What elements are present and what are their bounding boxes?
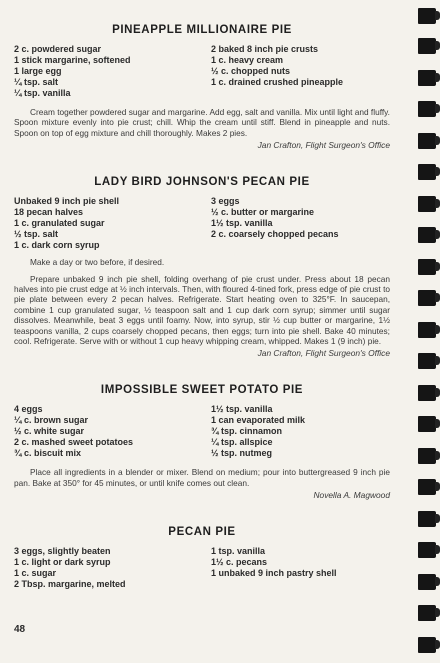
ingredient-item: 1 unbaked 9 inch pastry shell bbox=[211, 568, 337, 579]
ingredient-column-right bbox=[197, 196, 390, 251]
recipe-lady-bird-johnsons-pecan-pie bbox=[14, 176, 390, 358]
binding-ring bbox=[418, 101, 436, 117]
binding-ring bbox=[418, 164, 436, 180]
ingredient-item: ¼ tsp. vanilla bbox=[14, 88, 71, 98]
ingredient-list bbox=[14, 44, 390, 99]
binding-ring bbox=[418, 196, 436, 212]
binding-ring bbox=[418, 574, 436, 590]
binding-ring bbox=[418, 448, 436, 464]
ingredient-item: 2 c. coarsely chopped pecans bbox=[211, 229, 339, 240]
ingredient-column-right bbox=[197, 404, 390, 459]
ingredient-item: ¾ c. biscuit mix bbox=[14, 448, 82, 459]
ingredient-item: 2 baked 8 inch pie crusts bbox=[211, 44, 319, 54]
ingredient-item: ½ c. butter or margarine bbox=[211, 207, 315, 218]
recipe-directions: Cream together powdered sugar and margarine. Add egg, salt and vanilla. Mix until light and fluffy. Spoon mixture evenly into pie crust; chill. Whip the cream until stiff. Blend in pineapple and nuts. Spoon on top of egg mixture and chill thoroughly. Makes 2 pies. bbox=[14, 107, 390, 138]
recipe-attribution: Jan Crafton, Flight Surgeon's Office bbox=[257, 348, 390, 359]
ingredient-list bbox=[14, 404, 390, 459]
recipe-attribution: Novella A. Magwood bbox=[313, 490, 390, 501]
ingredient-item: ½ c. chopped nuts bbox=[211, 66, 291, 76]
recipe-directions: Place all ingredients in a blender or mixer. Blend on medium; pour into buttergreased 9 inch pie pan. Bake at 350° for 45 minutes, or until knife comes out clean. bbox=[14, 467, 390, 488]
binding-ring bbox=[418, 637, 436, 653]
ingredient-item: 1 c. heavy cream bbox=[211, 55, 284, 65]
ingredient-item: ¾ tsp. cinnamon bbox=[211, 426, 283, 437]
ingredient-item: ¼ tsp. allspice bbox=[211, 437, 273, 448]
recipe-note: Make a day or two before, if desired. bbox=[30, 257, 165, 268]
recipe-pecan-pie bbox=[14, 526, 390, 590]
ingredient-item: ½ tsp. nutmeg bbox=[211, 448, 273, 459]
ingredient-item: 1 c. dark corn syrup bbox=[14, 240, 100, 251]
recipe-directions: Prepare unbaked 9 inch pie shell, folding overhang of pie crust under. Press about 18 pecan halves into pie crust edge at ½ inch intervals. Then, with floured 4-tined fork, press edge of pie crust to pie plate between every 2 pecan halves. Refrigerate. Start heating oven to 325°F. In saucepan, combine 1 cup granulated sugar, ½ teaspoon salt and 1 cup dark corn syrup; simmer until sugar dissolves. Meanwhile, beat 3 eggs until foamy. Now, into syrup, stir ½ cup butter or margarine, 1½ teaspoons vanilla, 2 cups coarsely chopped pecans, then eggs; turn into pie shell. Bake 40 minutes; cool. Refrigerate. Serve with or without 1 cup heavy whipping cream, whipped. Makes 1 (9 inch) pie. bbox=[14, 273, 390, 347]
ingredient-item: 1 can evaporated milk bbox=[211, 415, 306, 426]
binding-ring bbox=[418, 38, 436, 54]
ingredient-item: 1 c. granulated sugar bbox=[14, 218, 105, 229]
binding-ring bbox=[418, 479, 436, 495]
binding-ring bbox=[418, 542, 436, 558]
recipes-container bbox=[14, 24, 390, 590]
ingredient-item: 3 eggs, slightly beaten bbox=[14, 546, 111, 557]
ingredient-item: 1½ c. pecans bbox=[211, 557, 268, 568]
ingredient-column-left bbox=[14, 44, 197, 99]
ingredient-item: 1 c. sugar bbox=[14, 568, 57, 579]
binding-ring bbox=[418, 353, 436, 369]
ingredient-item: 1 large egg bbox=[14, 66, 62, 76]
ingredient-item: 1½ tsp. vanilla bbox=[211, 404, 273, 415]
recipe-attribution: Jan Crafton, Flight Surgeon's Office bbox=[257, 140, 390, 151]
recipe-impossible-sweet-potato-pie bbox=[14, 384, 390, 500]
ingredient-item: 2 Tbsp. margarine, melted bbox=[14, 579, 126, 590]
ingredient-column-left bbox=[14, 546, 197, 590]
binding-ring bbox=[418, 416, 436, 432]
ingredient-column-left bbox=[14, 196, 197, 251]
binding-ring bbox=[418, 8, 436, 24]
binding-ring bbox=[418, 133, 436, 149]
ingredient-column-right bbox=[197, 546, 390, 590]
ingredient-item: 1 c. light or dark syrup bbox=[14, 557, 111, 568]
ingredient-item: 4 eggs bbox=[14, 404, 43, 415]
ingredient-item: 1 tsp. vanilla bbox=[211, 546, 266, 557]
recipe-title: PECAN PIE bbox=[168, 526, 236, 539]
binding-ring bbox=[418, 385, 436, 401]
ingredient-item: 1 stick margarine, softened bbox=[14, 55, 131, 65]
ingredient-column-left bbox=[14, 404, 197, 459]
binding-ring bbox=[418, 322, 436, 338]
ingredient-list bbox=[14, 196, 390, 251]
binding-ring bbox=[418, 511, 436, 527]
ingredient-item: 3 eggs bbox=[211, 196, 240, 207]
ingredient-list bbox=[14, 546, 390, 590]
binding-ring bbox=[418, 227, 436, 243]
recipe-pineapple-millionaire-pie bbox=[14, 24, 390, 150]
ingredient-item: 1 c. drained crushed pineapple bbox=[211, 77, 344, 87]
ingredient-item: ½ c. white sugar bbox=[14, 426, 85, 437]
ingredient-item: Unbaked 9 inch pie shell bbox=[14, 196, 120, 207]
ingredient-item: 2 c. powdered sugar bbox=[14, 44, 102, 54]
ingredient-column-right bbox=[197, 44, 390, 99]
ingredient-item: ¼ c. brown sugar bbox=[14, 415, 89, 426]
ingredient-item: ¼ tsp. salt bbox=[14, 77, 59, 87]
ingredient-item: 2 c. mashed sweet potatoes bbox=[14, 437, 134, 448]
spiral-binding bbox=[400, 0, 440, 663]
binding-ring bbox=[418, 70, 436, 86]
binding-ring bbox=[418, 605, 436, 621]
recipe-title: LADY BIRD JOHNSON'S PECAN PIE bbox=[94, 176, 310, 189]
recipe-title: IMPOSSIBLE SWEET POTATO PIE bbox=[100, 384, 304, 397]
binding-ring bbox=[418, 290, 436, 306]
binding-ring bbox=[418, 259, 436, 275]
ingredient-item: 1½ tsp. vanilla bbox=[211, 218, 273, 229]
ingredient-item: 18 pecan halves bbox=[14, 207, 84, 218]
recipe-title: PINEAPPLE MILLIONAIRE PIE bbox=[112, 24, 292, 36]
page-number: 48 bbox=[14, 624, 26, 635]
ingredient-item: ½ tsp. salt bbox=[14, 229, 59, 240]
